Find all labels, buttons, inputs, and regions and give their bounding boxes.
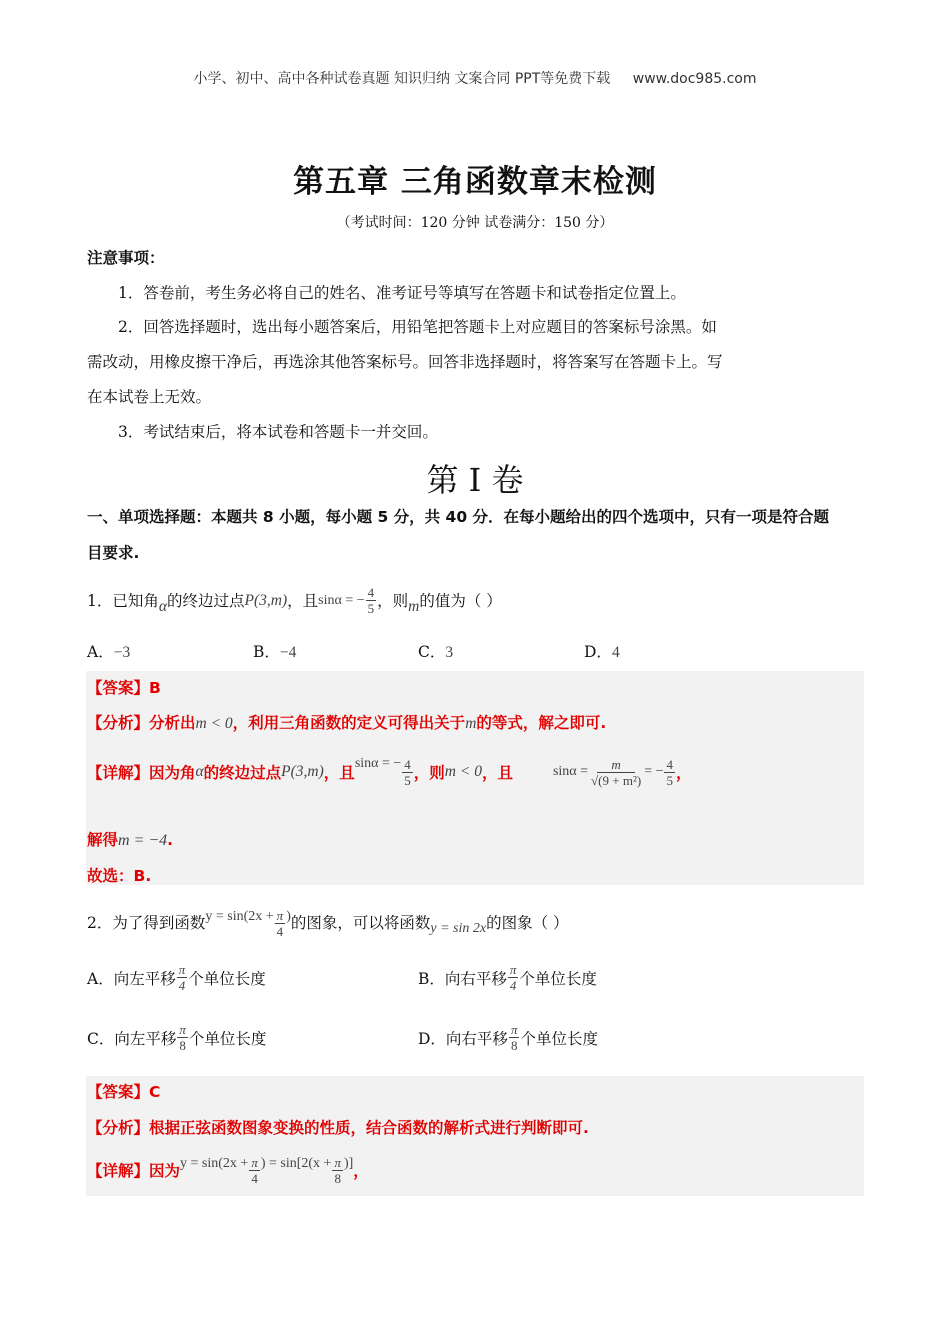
q2-detail-fraction-2-den: 8	[334, 1170, 341, 1186]
option-value: 4	[611, 644, 620, 661]
q1-text-5: 的值为（ ）	[419, 591, 502, 610]
option-label: D．向右平移	[418, 1029, 508, 1048]
q1-detail-sqrt-num: m	[597, 757, 634, 773]
q1-detail-text-2: 的终边过点	[203, 764, 282, 782]
q1-text-3: ，且	[287, 591, 319, 610]
q2-detail-text-1: 【详解】因为	[87, 1162, 181, 1180]
q2-detail-fraction-1-den: 4	[251, 1170, 258, 1186]
page-header	[0, 68, 950, 88]
q1-solve-math: m = −4	[118, 832, 168, 849]
question-2	[87, 903, 569, 943]
notice-item-3: 3．考试结束后，将本试卷和答题卡一并交回。	[118, 423, 438, 441]
option-label: B．向右平移	[418, 969, 507, 988]
q1-detail-text-4: ，则	[413, 764, 445, 782]
q2-detail-func-2: ) = sin[2(x +	[260, 1156, 332, 1171]
q1-detail-sin-2: sinα =	[552, 764, 589, 779]
q1-detail-sqrt-den: √(9 + m²)	[591, 772, 642, 788]
q2-detail-fraction-1-num: π	[251, 1154, 258, 1170]
q1-m: m	[408, 597, 420, 615]
q1-detail-fraction	[402, 757, 413, 788]
option-den: 8	[179, 1038, 186, 1053]
q1-solve	[87, 828, 173, 850]
option-fraction	[508, 962, 519, 993]
q1-detail-point: P(3,m)	[281, 763, 324, 780]
option-label: A．	[87, 643, 114, 661]
q1-alpha: α	[158, 597, 168, 615]
notice-item-2-line-3: 在本试卷上无效。	[87, 388, 212, 406]
notice-item-2-line-2: 需改动，用橡皮擦干净后，再选涂其他答案标号。回答非选择题时，将答案写在答题卡上。写	[87, 353, 723, 371]
option-value: −4	[279, 644, 297, 661]
q1-detail-fraction-2	[664, 757, 675, 788]
notice-heading: 注意事项：	[87, 249, 165, 267]
q1-analysis-text-2: ，利用三角函数的定义可得出关于	[232, 714, 466, 732]
q2-answer: 【答案】C	[87, 1083, 161, 1101]
option-fraction	[177, 962, 188, 993]
section-heading-line-1: 一、单项选择题：本题共 8 小题，每小题 5 分，共 40 分．在每小题给出的四个选项中，只有一项是符合题	[87, 508, 830, 526]
option-num: π	[510, 1022, 518, 1037]
q1-analysis-m: m	[465, 715, 477, 732]
page-title: 第五章 三角函数章末检测	[293, 164, 657, 200]
volume-heading: 第 I 卷	[426, 461, 524, 499]
option-suffix: 个单位长度	[188, 969, 266, 988]
q2-detail	[87, 1150, 369, 1190]
option-suffix: 个单位长度	[188, 1029, 267, 1048]
option-value: 3	[445, 644, 454, 661]
q2-detail-fraction-2	[332, 1155, 343, 1186]
q2-option-b[interactable]	[418, 962, 597, 993]
q1-solve-text: 解得	[87, 831, 119, 849]
q2-option-d[interactable]	[418, 1022, 598, 1053]
q2-func-1-fraction	[275, 908, 286, 939]
q1-detail-alpha: α	[195, 763, 204, 780]
option-num: π	[509, 962, 517, 977]
header-site[interactable]: www.doc985.com	[632, 71, 757, 87]
q1-detail-fraction-2-num: 4	[666, 756, 673, 772]
q1-choose: 故选：B.	[87, 867, 152, 885]
q1-analysis-math: m < 0	[195, 715, 233, 732]
option-suffix: 个单位长度	[519, 969, 597, 988]
q1-sin: sinα = −	[318, 592, 365, 608]
q2-detail-func-1: y = sin(2x +	[180, 1156, 249, 1171]
option-fraction	[177, 1022, 188, 1053]
q1-detail-text-6: ，	[675, 764, 692, 782]
q2-func-1-num: π	[276, 907, 284, 923]
q2-detail-fraction-1	[249, 1155, 260, 1186]
option-label: C．向左平移	[87, 1029, 177, 1048]
option-suffix: 个单位长度	[520, 1029, 598, 1048]
header-text: 小学、初中、高中各种试卷真题 知识归纳 文案合同 PPT等免费下载	[193, 71, 611, 87]
question-1	[87, 585, 502, 616]
q1-solve-period: .	[167, 831, 174, 849]
q1-text-2: 的终边过点	[167, 591, 245, 610]
q2-analysis: 【分析】根据正弦函数图象变换的性质，结合函数的解析式进行判断即可.	[87, 1119, 589, 1137]
q2-text-1: 2．为了得到函数	[87, 914, 206, 932]
option-label: C．	[418, 643, 446, 661]
q1-point: P(3,m)	[244, 591, 288, 609]
q1-option-a[interactable]	[87, 640, 130, 662]
q1-option-c[interactable]	[418, 640, 453, 662]
q2-func-1-a: y = sin(2x +	[205, 909, 274, 924]
q2-text-2: 的图象，可以将函数	[290, 914, 431, 932]
exam-info: （考试时间：120 分钟 试卷满分：150 分）	[336, 215, 614, 231]
q2-text-3: 的图象（ ）	[486, 914, 569, 932]
q2-option-c[interactable]	[87, 1022, 266, 1053]
option-den: 8	[510, 1038, 518, 1053]
q1-fraction-num: 4	[367, 585, 375, 600]
section-heading-line-2: 目要求.	[87, 544, 140, 562]
q1-text-1: 1．已知角	[87, 591, 159, 610]
q1-detail-fraction-den: 5	[404, 772, 411, 788]
q1-detail-fraction-2-den: 5	[666, 772, 673, 788]
q1-analysis-text-3: 的等式，解之即可.	[476, 714, 607, 732]
q1-analysis-text-1: 【分析】分析出	[87, 714, 196, 732]
q1-text-4: ，则	[377, 591, 409, 610]
q1-detail-eq: = −	[644, 764, 664, 779]
q1-detail	[87, 750, 692, 794]
q1-fraction	[366, 585, 377, 616]
option-num: π	[179, 1022, 186, 1037]
notice-item-2-line-1: 2．回答选择题时，选出每小题答案后，用铅笔把答题卡上对应题目的答案标号涂黑。如	[118, 318, 717, 336]
q1-detail-text-3: ，且	[323, 764, 355, 782]
q2-detail-text-2: ，	[353, 1162, 369, 1180]
q1-detail-text-5: ，且	[481, 764, 513, 782]
q2-func-2: y = sin 2x	[430, 921, 487, 936]
option-fraction	[509, 1022, 520, 1053]
q1-fraction-den: 5	[367, 601, 375, 616]
option-num: π	[178, 962, 186, 977]
q1-analysis	[87, 711, 606, 733]
q2-detail-fraction-2-num: π	[334, 1154, 341, 1170]
q2-option-a[interactable]	[87, 962, 266, 993]
q2-func-1-b: )	[286, 909, 291, 924]
q1-detail-sin: sinα = −	[354, 756, 402, 771]
q1-detail-text-1: 【详解】因为角	[87, 764, 196, 782]
option-label: D．	[584, 643, 612, 661]
q1-detail-sqrt-fraction	[589, 757, 643, 788]
q1-detail-fraction-num: 4	[404, 756, 411, 772]
q1-answer: 【答案】B	[87, 679, 161, 697]
q1-option-d[interactable]	[584, 640, 620, 662]
option-den: 4	[178, 978, 186, 993]
q1-detail-m-negative: m < 0	[444, 763, 482, 780]
q2-detail-func-3: )]	[343, 1156, 354, 1171]
option-label: B．	[253, 643, 280, 661]
option-value: −3	[113, 644, 131, 661]
q2-func-1-den: 4	[276, 923, 284, 939]
q1-option-b[interactable]	[253, 640, 296, 662]
option-label: A．向左平移	[87, 969, 176, 988]
option-den: 4	[509, 978, 517, 993]
notice-item-1: 1．答卷前，考生务必将自己的姓名、准考证号等填写在答题卡和试卷指定位置上。	[118, 284, 686, 302]
